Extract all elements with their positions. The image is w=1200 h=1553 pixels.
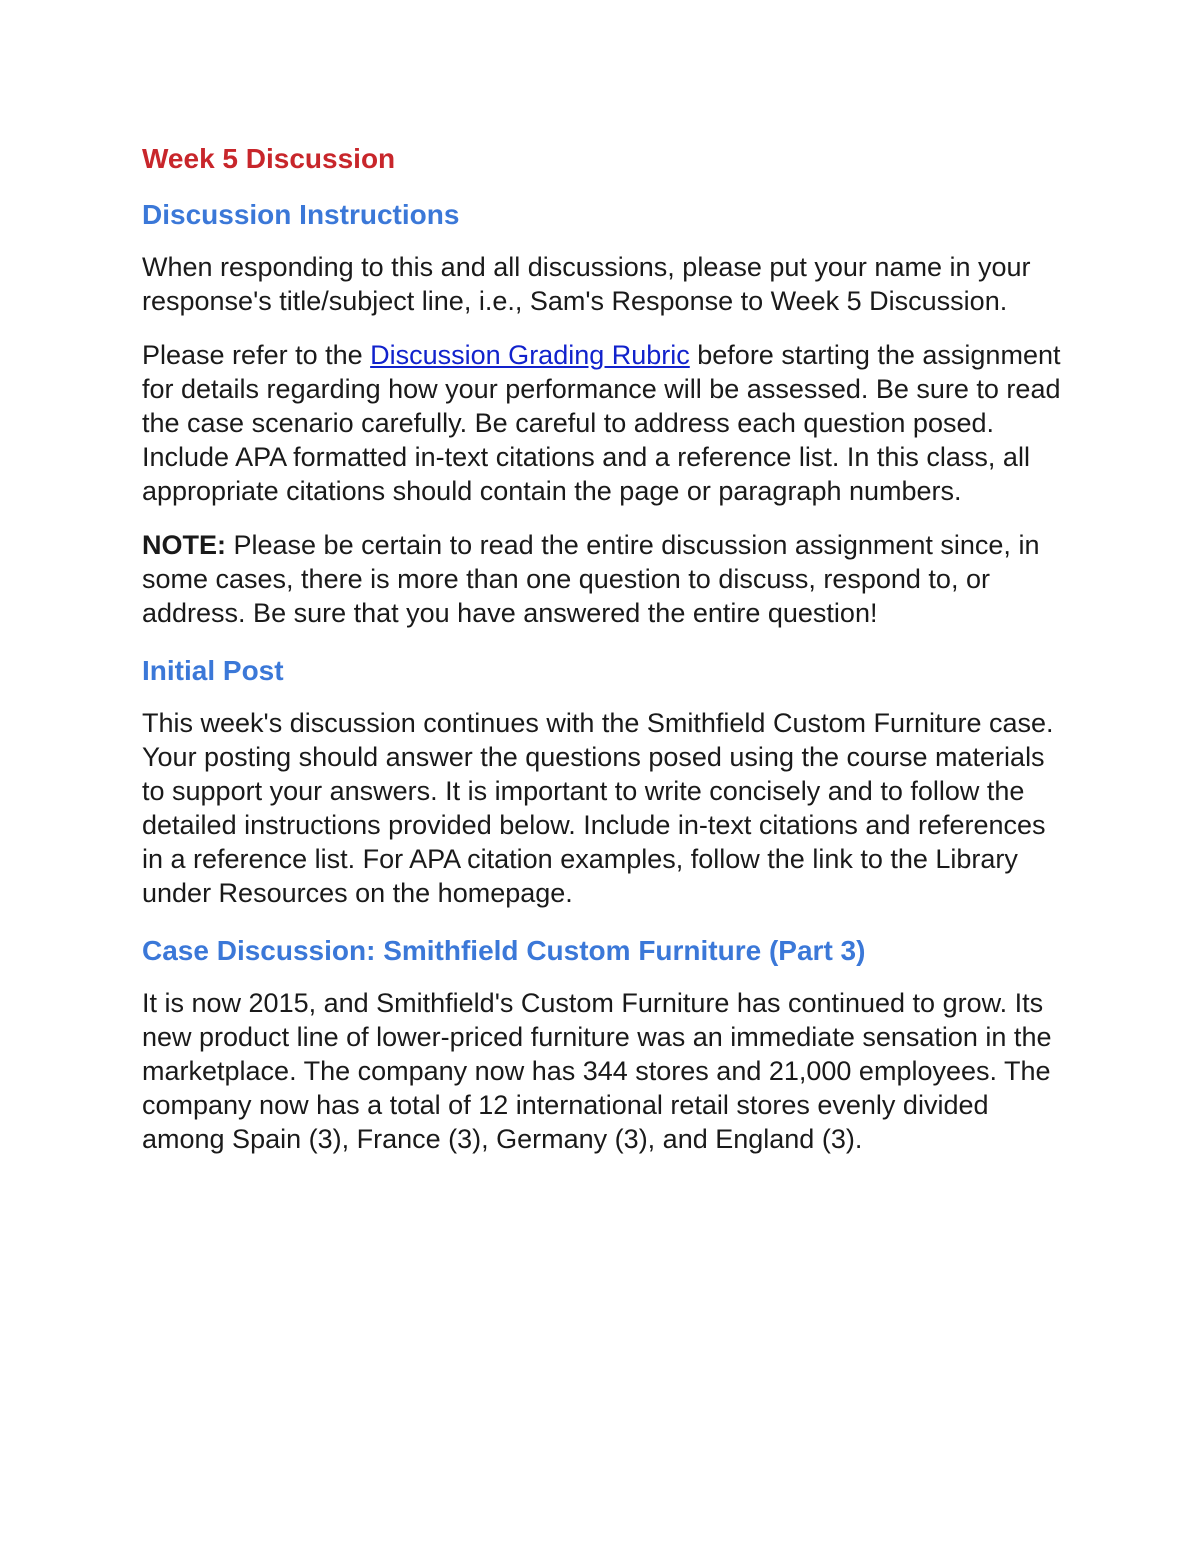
note-paragraph (142, 528, 1067, 630)
section-heading-case: Case Discussion: Smithfield Custom Furniture (Part 3) (142, 935, 866, 966)
section-heading-instructions: Discussion Instructions (142, 199, 460, 230)
rubric-paragraph (142, 338, 1067, 508)
rubric-text-after: before starting the assignment for details regarding how your performance will be assessed. Be sure to read the case scenario carefully. Be careful to address each question posed. Include APA formatted in-text citations and a reference list. In this class, all appropriate citations should contain the page or paragraph numbers. (142, 340, 1061, 506)
note-label: NOTE: (142, 530, 226, 560)
rubric-text-before: Please refer to the (142, 340, 371, 370)
instructions-paragraph: When responding to this and all discussions, please put your name in your response's title/subject line, i.e., Sam's Response to Week 5 Discussion. (142, 252, 1031, 316)
page-title: Week 5 Discussion (142, 143, 396, 174)
note-text: Please be certain to read the entire discussion assignment since, in some cases, there is more than one question to discuss, respond to, or address. Be sure that you have answered the entire question! (142, 530, 1040, 628)
section-heading-initial-post: Initial Post (142, 655, 284, 686)
document-page (142, 138, 1067, 1176)
grading-rubric-link[interactable]: Discussion Grading Rubric (370, 340, 690, 370)
initial-post-paragraph: This week's discussion continues with the Smithfield Custom Furniture case. Your posting should answer the questions posed using the course materials to support your answers. It is important to write concisely and to follow the detailed instructions provided below. Include in-text citations and references in a reference list. For APA citation examples, follow the link to the Library under Resources on the homepage. (142, 708, 1054, 908)
case-paragraph: It is now 2015, and Smithfield's Custom Furniture has continued to grow. Its new product line of lower-priced furniture was an immediate sensation in the marketplace. The company now has 344 stores and 21,000 employees. The company now has a total of 12 international retail stores evenly divided among Spain (3), France (3), Germany (3), and England (3). (142, 988, 1052, 1154)
